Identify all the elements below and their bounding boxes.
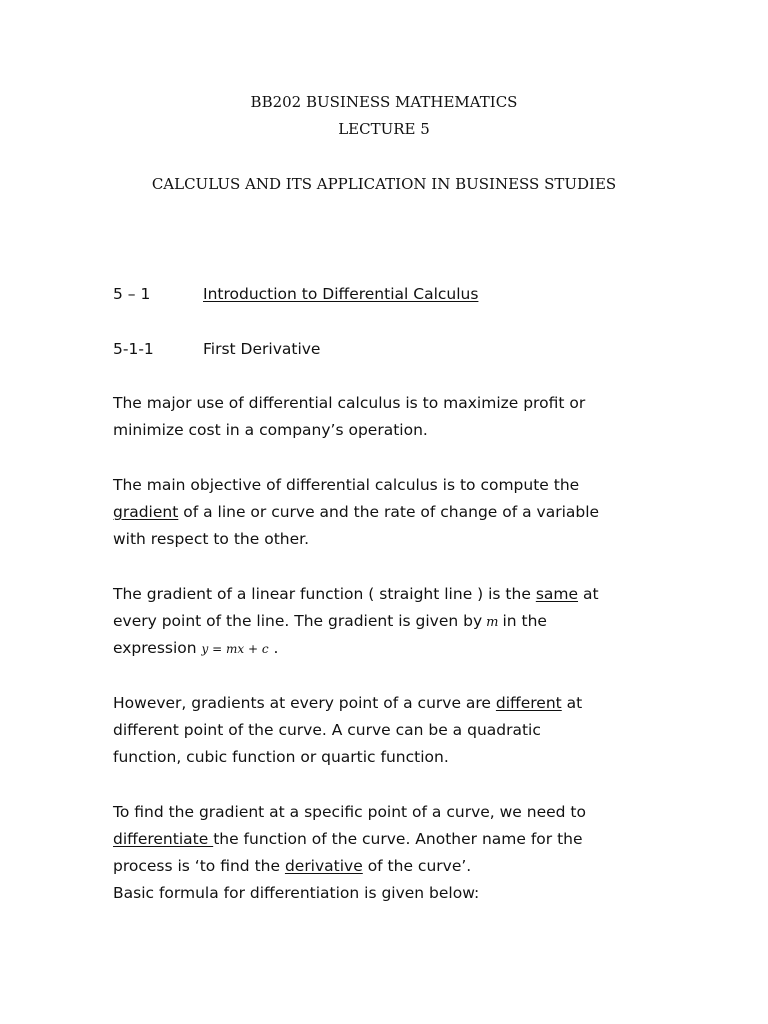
section-number: 5 – 1	[113, 285, 151, 303]
paragraph-text: in the	[502, 612, 547, 630]
paragraph-text: However, gradients at every point of a curve are	[113, 694, 496, 712]
paragraph-line	[113, 612, 547, 630]
term-different: different	[495, 694, 562, 712]
paragraph-line	[113, 830, 583, 848]
lecture-topic: CALCULUS AND ITS APPLICATION IN BUSINESS STUDIES	[151, 175, 617, 193]
section-title: Introduction to Differential Calculus	[203, 285, 479, 303]
subsection-title: First Derivative	[203, 340, 321, 358]
paragraph-line: function, cubic function or quartic function.	[113, 748, 449, 766]
paragraph-line	[113, 503, 599, 521]
paragraph-text: The gradient of a linear function ( straight line ) is the	[113, 585, 536, 603]
math-symbol-m: m	[486, 615, 499, 630]
paragraph-line	[113, 639, 278, 657]
paragraph-text: expression	[113, 639, 202, 657]
paragraph-text: .	[268, 639, 279, 657]
term-derivative: derivative	[284, 857, 363, 875]
term-same: same	[535, 585, 579, 603]
course-title: BB202 BUSINESS MATHEMATICS	[250, 93, 518, 111]
lecture-number: LECTURE 5	[338, 120, 430, 138]
paragraph-line: The main objective of differential calculus is to compute the	[113, 476, 580, 494]
subsection-number: 5-1-1	[113, 340, 154, 358]
paragraph-line: Basic formula for differentiation is given below:	[113, 884, 480, 902]
paragraph-text: at	[578, 585, 599, 603]
paragraph-text: process is ‘to find the	[113, 857, 285, 875]
paragraph-line: To find the gradient at a specific point of a curve, we need to	[113, 803, 586, 821]
term-differentiate: differentiate	[113, 830, 214, 848]
term-gradient: gradient	[113, 503, 179, 521]
paragraph-text: of a line or curve and the rate of change of a variable	[178, 503, 600, 521]
paragraph-line: The major use of differential calculus is to maximize profit or	[113, 394, 586, 412]
paragraph-line: different point of the curve. A curve can be a quadratic	[113, 721, 541, 739]
paragraph-line	[113, 694, 582, 712]
paragraph-text: at	[561, 694, 583, 712]
paragraph-text: every point of the line. The gradient is given by	[113, 612, 483, 630]
paragraph-line	[113, 857, 471, 875]
paragraph-text: of the curve’.	[362, 857, 472, 875]
math-expression: y = mx + c	[201, 642, 269, 656]
paragraph-line	[113, 585, 599, 603]
paragraph-line: minimize cost in a company’s operation.	[113, 421, 428, 439]
paragraph-text: the function of the curve. Another name for the	[213, 830, 583, 848]
paragraph-line: with respect to the other.	[113, 530, 310, 548]
